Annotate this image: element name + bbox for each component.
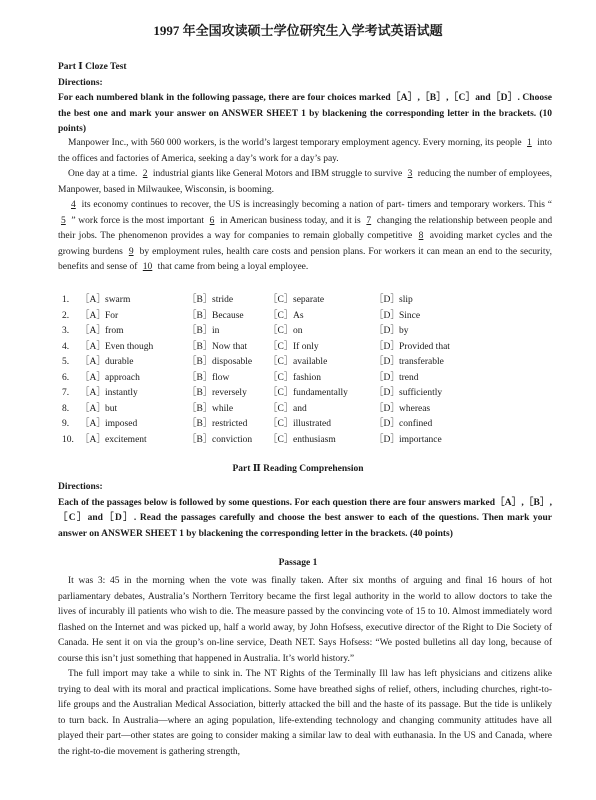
option-d-text: trend: [399, 372, 419, 383]
option-marker-a: ［A］: [80, 326, 106, 336]
option-marker-d: ［D］: [374, 419, 400, 429]
option-b-text: flow: [212, 372, 230, 383]
option-marker-a: ［A］: [80, 372, 106, 383]
part1-header: [58, 60, 552, 138]
cloze-blank-10: 10: [142, 262, 153, 272]
option-c-text: As: [293, 310, 304, 321]
option-marker-a: ［A］: [80, 295, 106, 305]
cloze-text: in American business today, and it is: [220, 215, 361, 226]
option-marker-d: ［D］: [374, 403, 400, 414]
option-d-text: whereas: [399, 403, 431, 414]
option-b-text: Now that: [212, 341, 248, 352]
cloze-text: changing the relationship between people and their jobs. The phenomenon provides a way for companies to remain globally competitive: [58, 215, 553, 241]
option-a-text: excitement: [105, 434, 147, 445]
cloze-blank-6: 6: [209, 215, 215, 226]
option-d-text: confined: [399, 419, 433, 429]
option-number: 3.: [62, 326, 70, 336]
cloze-text: ” work force is the most important: [71, 215, 204, 226]
option-number: 6.: [62, 372, 70, 383]
option-d-text: sufficiently: [399, 388, 443, 398]
option-marker-d: ［D］: [374, 372, 400, 383]
option-b-text: while: [212, 403, 234, 414]
option-marker-b: ［B］: [187, 310, 213, 321]
option-marker-c: ［C］: [268, 295, 294, 305]
option-marker-a: ［A］: [80, 310, 106, 321]
option-a-text: For: [105, 310, 119, 321]
cloze-text: Manpower Inc., with 560 000 workers, is the world’s largest temporary employment agency. Every morning, its people: [68, 138, 522, 148]
page-title: 1997 年全国攻读硕士学位研究生入学考试英语试题: [153, 23, 443, 38]
option-d-text: transferable: [399, 357, 444, 367]
option-a-text: Even though: [105, 341, 154, 352]
option-number: 8.: [62, 403, 70, 414]
cloze-blank-4: 4: [71, 200, 76, 210]
cloze-blank-3: 3: [407, 169, 413, 179]
option-marker-b: ［B］: [187, 341, 213, 352]
option-marker-c: ［C］: [268, 419, 294, 429]
option-a-text: imposed: [105, 419, 138, 429]
part1-directions-label: Directions:: [58, 77, 103, 88]
option-b-text: disposable: [212, 357, 253, 367]
option-c-text: on: [293, 326, 303, 336]
option-b-text: Because: [212, 310, 244, 321]
option-number: 10.: [62, 434, 74, 445]
option-d-text: by: [399, 326, 409, 336]
option-number: 2.: [62, 310, 70, 321]
option-marker-a: ［A］: [80, 357, 106, 367]
option-marker-c: ［C］: [268, 326, 294, 336]
cloze-blank-5: 5: [61, 215, 66, 226]
option-c-text: available: [293, 357, 328, 367]
option-a-text: instantly: [105, 388, 138, 398]
cloze-blank-2: 2: [142, 169, 148, 179]
reading-passage-1: [58, 574, 552, 760]
option-marker-d: ［D］: [374, 357, 400, 367]
option-marker-b: ［B］: [187, 357, 213, 367]
option-b-text: stride: [212, 295, 234, 305]
cloze-paragraph-3: [58, 198, 552, 276]
option-a-text: durable: [105, 357, 134, 367]
cloze-text: reducing the number of employees, Manpower, based in Milwaukee, Wisconsin, is booming.: [58, 169, 553, 195]
option-number: 1.: [62, 295, 70, 305]
option-marker-b: ［B］: [187, 434, 213, 445]
option-b-text: restricted: [212, 419, 248, 429]
option-marker-b: ［B］: [187, 403, 213, 414]
option-marker-d: ［D］: [374, 310, 400, 321]
option-marker-b: ［B］: [187, 419, 213, 429]
cloze-paragraph-1: [58, 136, 552, 167]
option-marker-c: ［C］: [268, 357, 294, 367]
part2-header: [58, 480, 552, 542]
option-marker-b: ［B］: [187, 326, 213, 336]
option-marker-a: ［A］: [80, 341, 106, 352]
option-b-text: conviction: [212, 434, 253, 445]
option-marker-c: ［C］: [268, 372, 294, 383]
option-a-text: but: [105, 403, 118, 414]
option-d-text: slip: [399, 295, 413, 305]
option-marker-a: ［A］: [80, 403, 106, 414]
option-marker-c: ［C］: [268, 403, 294, 414]
option-c-text: fundamentally: [293, 388, 348, 398]
option-d-text: importance: [399, 434, 442, 445]
option-number: 4.: [62, 341, 70, 352]
reading-paragraph-2: The full import may take a while to sink in. The NT Rights of the Terminally Ill law has left physicians and citizens alike trying to deal with its moral and practical implications. Some have breathed sighs of relief, others, including churches, right-to-life groups and the Australian Medical Association, bitterly attacked the bill and the haste of its passage. But the tide is unlikely to turn back. In Australia—where an aging population, life-extending technology and changing community attitudes have all played their part—other states are going to consider making a similar law to deal with euthanasia. In the US and Canada, where the right-to-die movement is gathering strength,: [58, 669, 552, 757]
cloze-passage: [58, 136, 552, 276]
option-c-text: illustrated: [293, 419, 331, 429]
cloze-text: by employment rules, health care costs and pension plans. For workers it can mean an end to the security, benefits and sense of: [58, 246, 552, 272]
option-marker-b: ［B］: [187, 372, 213, 383]
option-marker-a: ［A］: [80, 419, 106, 429]
option-c-text: separate: [293, 295, 325, 305]
cloze-text: industrial giants like General Motors and IBM struggle to survive: [152, 169, 403, 179]
option-marker-b: ［B］: [187, 295, 213, 305]
option-marker-b: ［B］: [187, 388, 213, 398]
cloze-blank-8: 8: [418, 231, 424, 241]
part1-heading: Part Ⅰ Cloze Test: [58, 62, 127, 72]
option-marker-c: ［C］: [268, 341, 294, 352]
option-marker-c: ［C］: [268, 388, 294, 398]
cloze-text: into the offices and factories of America, seeking a day’s work for a day’s pay.: [58, 138, 553, 164]
option-marker-c: ［C］: [268, 434, 294, 445]
passage-title: Passage 1: [278, 558, 318, 568]
cloze-text: avoiding market cycles and the growing burdens: [58, 231, 553, 257]
cloze-text: that came from being a loyal employee.: [157, 262, 309, 272]
option-number: 9.: [62, 419, 70, 429]
option-d-text: Since: [399, 310, 421, 321]
option-c-text: If only: [293, 341, 319, 352]
cloze-blank-9: 9: [128, 246, 134, 257]
part2-heading: Part Ⅱ Reading Comprehension: [232, 464, 364, 474]
option-marker-d: ［D］: [374, 326, 400, 336]
option-a-text: approach: [105, 372, 140, 383]
option-number: 5.: [62, 357, 70, 367]
option-marker-d: ［D］: [374, 434, 400, 445]
option-marker-c: ［C］: [268, 310, 294, 321]
reading-paragraph-1: It was 3: 45 in the morning when the vote was finally taken. After six months of arguing and final 16 hours of hot parliamentary debates, Australia’s Northern Territory became the first legal authority in the world to allow doctors to take the lives of incurably ill patients who wish to die. The measure passed by the convincing vote of 15 to 10. Almost immediately word flashed on the Internet and was picked up, half a world away, by John Hofsess, executive director of the Right to Die Society of Canada. He sent it on via the group’s on-line service, Death NET. Says Hofsess: “We posted bulletins all day long, because of course this isn’t just something that happened in Australia. It’s world history.”: [58, 576, 552, 664]
option-a-text: swarm: [105, 295, 131, 305]
cloze-blank-1: 1: [527, 138, 532, 148]
cloze-text: its economy continues to recover, the US is increasingly becoming a nation of part- timers and temporary workers. This “: [81, 200, 553, 210]
option-c-text: enthusiasm: [293, 434, 336, 445]
option-b-text: in: [212, 326, 220, 336]
cloze-blank-7: 7: [366, 215, 372, 226]
option-c-text: and: [293, 403, 307, 414]
part2-directions-label: Directions:: [58, 482, 103, 492]
option-marker-d: ［D］: [374, 341, 400, 352]
part2-directions: Each of the passages below is followed by some questions. For each question there are four answers marked［A］,［B］,［C］and［D］. Read the passages carefully and choose the best answer to each of the questions. Then mark your answer on ANSWER SHEET 1 by blackening the corresponding letter in the brackets. (40 points): [58, 497, 552, 539]
option-marker-a: ［A］: [80, 388, 106, 398]
option-marker-a: ［A］: [80, 434, 106, 445]
option-a-text: from: [105, 326, 124, 336]
option-number: 7.: [62, 388, 70, 398]
option-c-text: fashion: [293, 372, 321, 383]
option-b-text: reversely: [212, 388, 247, 398]
cloze-paragraph-2: [58, 167, 552, 198]
cloze-text: One day at a time.: [68, 169, 138, 179]
option-marker-d: ［D］: [374, 295, 400, 305]
part1-directions: For each numbered blank in the following passage, there are four choices marked［A］,［B］,［C］and［D］. Choose the best one and mark your answer on ANSWER SHEET 1 by blackening the corresponding letter in the brackets. (10 points): [58, 93, 552, 134]
option-d-text: Provided that: [399, 341, 450, 352]
option-marker-d: ［D］: [374, 388, 400, 398]
